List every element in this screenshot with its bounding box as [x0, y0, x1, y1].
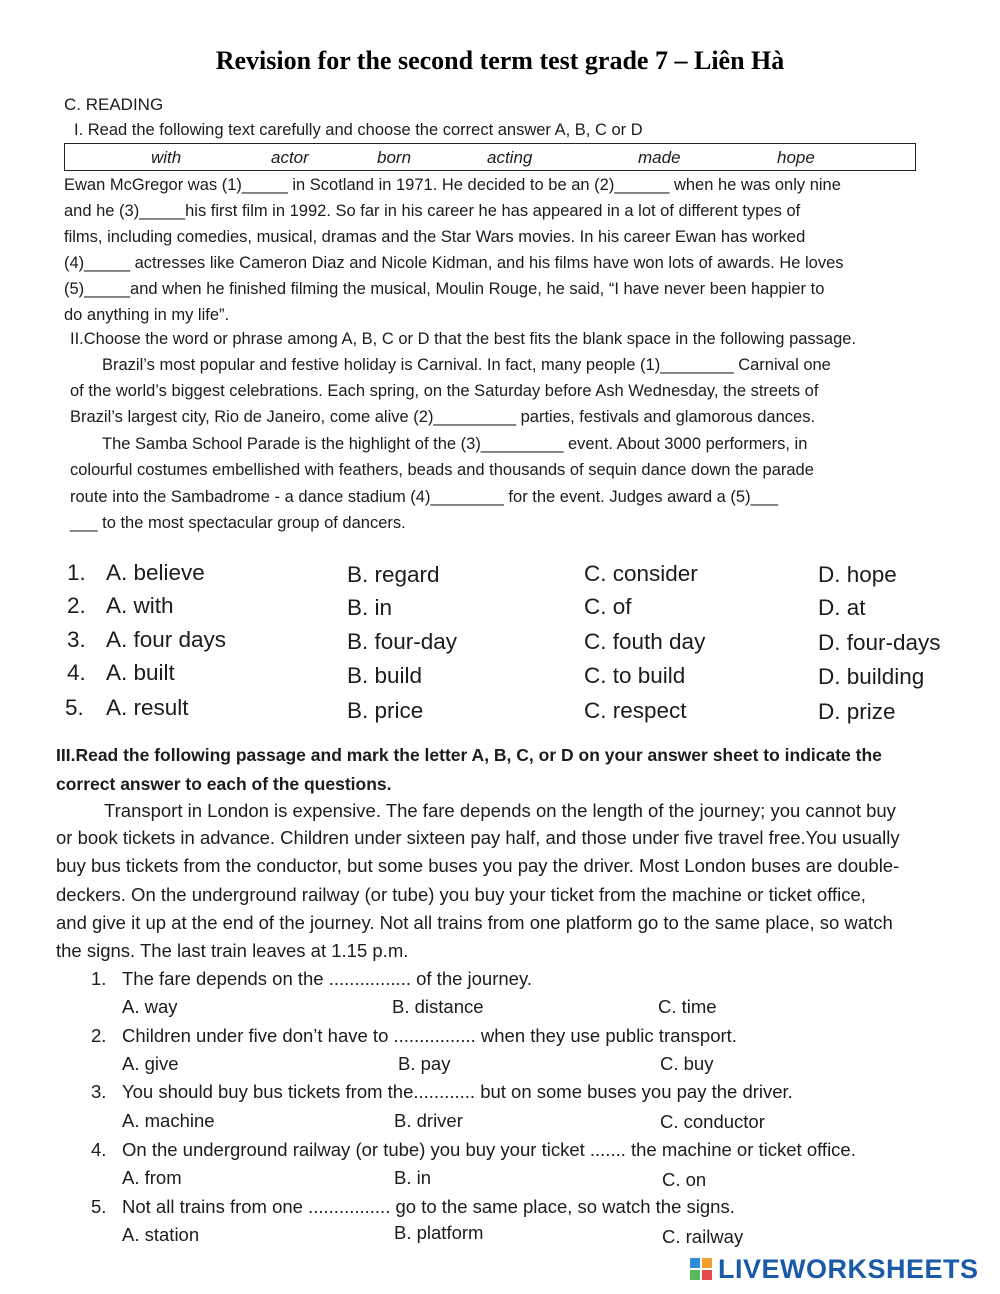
question-number: 2.	[91, 1025, 107, 1046]
word-box-word: actor	[271, 148, 309, 167]
option-number: 4.	[67, 660, 86, 685]
option-c[interactable]: C. of	[584, 594, 632, 619]
part3-passage-line: Transport in London is expensive. The fare depends on the length of the journey; you cannot buy	[104, 800, 896, 821]
option-d[interactable]: D. prize	[818, 699, 896, 724]
option-number: 5.	[65, 695, 84, 720]
answer-a[interactable]: A. give	[122, 1053, 179, 1074]
part3-passage-line: and give it up at the end of the journey. Not all trains from one platform go to the same place, so watch	[56, 912, 893, 933]
question-number: 5.	[91, 1196, 107, 1217]
part3-passage-line: or book tickets in advance. Children under sixteen pay half, and those under five travel free.You usually	[56, 827, 900, 848]
question-number: 1.	[91, 968, 107, 989]
liveworksheets-logo-icon	[690, 1258, 714, 1282]
part2-text-line: Brazil’s largest city, Rio de Janeiro, come alive (2)_________ parties, festivals and glamorous dances.	[70, 408, 816, 426]
part1-text-line: do anything in my life”.	[64, 306, 230, 324]
word-box-word: born	[377, 148, 412, 167]
section-heading: C. READING	[64, 95, 164, 114]
word-box-word: hope	[777, 148, 815, 167]
question-text: Not all trains from one ................ go to the same place, so watch the signs.	[122, 1196, 735, 1217]
answer-c[interactable]: C. time	[658, 996, 717, 1017]
answer-b[interactable]: B. pay	[398, 1053, 451, 1074]
answer-c[interactable]: C. on	[662, 1169, 707, 1190]
document-title: Revision for the second term test grade 7 – Liên Hà	[215, 46, 785, 75]
part3-instruction-line: correct answer to each of the questions.	[56, 774, 392, 794]
option-b[interactable]: B. build	[347, 663, 423, 688]
part2-text-line: of the world’s biggest celebrations. Each spring, on the Saturday before Ash Wednesday, the streets of	[70, 382, 819, 400]
part1-instruction: I. Read the following text carefully and choose the correct answer A, B, C or D	[74, 121, 643, 139]
part2-text-line: The Samba School Parade is the highlight of the (3)_________ event. About 3000 performers, in	[102, 435, 808, 453]
part3-passage-line: buy bus tickets from the conductor, but some buses you pay the driver. Most London buses are double-	[56, 855, 900, 876]
part2-instruction: II.Choose the word or phrase among A, B, C or D that the best fits the blank space in the following passage.	[70, 330, 857, 348]
part3-passage-line: deckers. On the underground railway (or tube) you buy your ticket from the machine or ticket office,	[56, 884, 866, 905]
part3-instruction-line: III.Read the following passage and mark the letter A, B, C, or D on your answer sheet to indicate the	[56, 745, 882, 765]
option-c[interactable]: C. consider	[584, 561, 698, 586]
option-d[interactable]: D. at	[818, 595, 866, 620]
question-number: 3.	[91, 1081, 107, 1102]
part1-text-line: films, including comedies, musical, dramas and the Star Wars movies. In his career Ewan has worked	[64, 228, 806, 246]
question-text: You should buy bus tickets from the............ but on some buses you pay the driver.	[122, 1081, 793, 1102]
option-a[interactable]: A. four days	[106, 627, 227, 652]
part1-text-line: and he (3)_____his first film in 1992. So far in his career he has appeared in a lot of different types of	[64, 202, 801, 220]
option-b[interactable]: B. regard	[347, 562, 440, 587]
option-c[interactable]: C. to build	[584, 663, 686, 688]
part2-text-line: ___ to the most spectacular group of dancers.	[70, 514, 406, 532]
answer-b[interactable]: B. platform	[394, 1222, 484, 1243]
option-number: 1.	[67, 560, 86, 585]
answer-a[interactable]: A. from	[122, 1167, 182, 1188]
part2-text-line: route into the Sambadrome - a dance stadium (4)________ for the event. Judges award a (5)___	[70, 488, 779, 506]
word-box-word: with	[151, 148, 182, 167]
answer-b[interactable]: B. in	[394, 1167, 432, 1188]
part1-text-line: Ewan McGregor was (1)_____ in Scotland in 1971. He decided to be an (2)______ when he was only nine	[64, 176, 841, 194]
part2-text-line: Brazil’s most popular and festive holiday is Carnival. In fact, many people (1)________ Carnival one	[102, 356, 831, 374]
answer-a[interactable]: A. way	[122, 996, 178, 1017]
option-b[interactable]: B. price	[347, 698, 424, 723]
option-b[interactable]: B. in	[347, 595, 393, 620]
answer-c[interactable]: C. railway	[662, 1226, 744, 1247]
part3-passage-line: the signs. The last train leaves at 1.15 p.m.	[56, 940, 409, 961]
answer-a[interactable]: A. station	[122, 1224, 200, 1245]
option-d[interactable]: D. four-days	[818, 630, 941, 655]
part1-text-line: (5)_____and when he finished filming the musical, Moulin Rouge, he said, “I have never been happier to	[64, 280, 825, 298]
part1-text-line: (4)_____ actresses like Cameron Diaz and Nicole Kidman, and his films have won lots of awards. He loves	[64, 254, 844, 272]
question-text: Children under five don’t have to ................ when they use public transport.	[122, 1025, 737, 1046]
answer-c[interactable]: C. conductor	[660, 1111, 765, 1132]
answer-c[interactable]: C. buy	[660, 1053, 714, 1074]
option-a[interactable]: A. believe	[106, 560, 205, 585]
word-box-word: acting	[487, 148, 533, 167]
option-b[interactable]: B. four-day	[347, 629, 458, 654]
answer-b[interactable]: B. driver	[394, 1110, 463, 1131]
option-a[interactable]: A. with	[106, 593, 174, 618]
answer-a[interactable]: A. machine	[122, 1110, 215, 1131]
option-c[interactable]: C. fouth day	[584, 629, 706, 654]
word-box	[64, 143, 916, 171]
word-box-word: made	[638, 148, 681, 167]
liveworksheets-logo: LIVEWORKSHEETS	[718, 1254, 979, 1284]
answer-b[interactable]: B. distance	[392, 996, 484, 1017]
option-number: 3.	[67, 627, 86, 652]
option-d[interactable]: D. hope	[818, 562, 897, 587]
part2-text-line: colourful costumes embellished with feathers, beads and thousands of sequin dance down the parade	[70, 461, 814, 479]
question-number: 4.	[91, 1139, 107, 1160]
option-a[interactable]: A. built	[106, 660, 175, 685]
option-d[interactable]: D. building	[818, 664, 925, 689]
option-c[interactable]: C. respect	[584, 698, 687, 723]
question-text: The fare depends on the ................ of the journey.	[122, 968, 532, 989]
option-number: 2.	[67, 593, 86, 618]
option-a[interactable]: A. result	[106, 695, 189, 720]
question-text: On the underground railway (or tube) you buy your ticket ....... the machine or ticket office.	[122, 1139, 856, 1160]
